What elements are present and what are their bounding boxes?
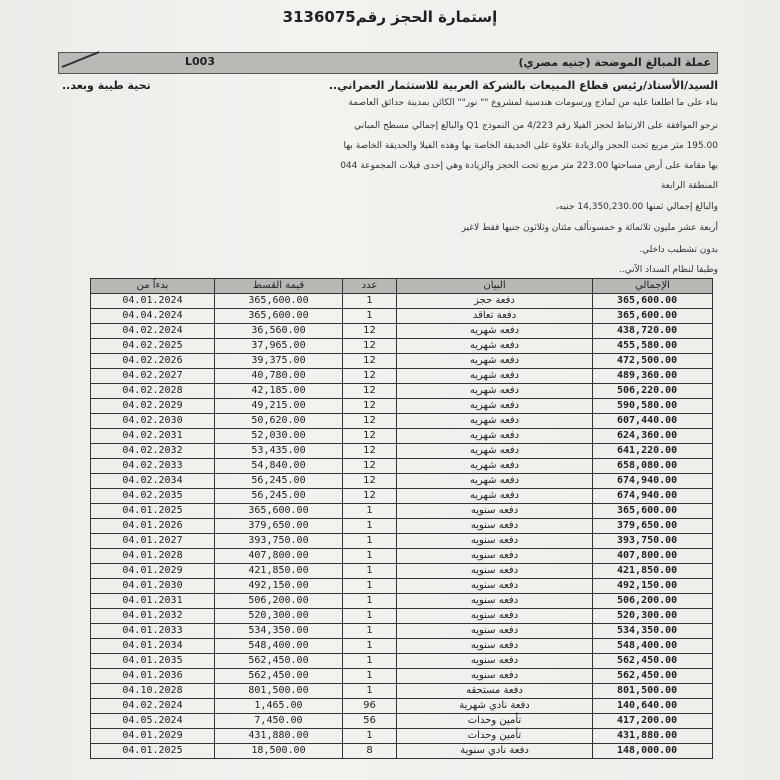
installment-amount-cell: 562,450.00 — [215, 654, 343, 669]
body-line-6: والبالغ إجمالي ثمنها 14,350,230.00 جنيه، — [555, 202, 718, 212]
count-cell: 1 — [343, 624, 397, 639]
installment-amount-cell: 506,200.00 — [215, 594, 343, 609]
start-date-cell: 04.02.2030 — [91, 414, 215, 429]
description-cell: دفعه شهريه — [397, 354, 593, 369]
count-cell: 12 — [343, 429, 397, 444]
body-line-1: بناء على ما اطلعنا عليه من لماذج ورسومات هندسية لمشروع "" نور"" الكائن بمدينة حدائق العاصمة — [348, 98, 718, 108]
count-cell: 12 — [343, 384, 397, 399]
table-row — [91, 579, 713, 594]
description-cell: دفعة نادي سنوية — [397, 744, 593, 759]
table-row — [91, 549, 713, 564]
installment-amount-cell: 431,880.00 — [215, 729, 343, 744]
start-date-cell: 04.01.2034 — [91, 639, 215, 654]
total-cell: 365,600.00 — [593, 504, 713, 519]
count-cell: 1 — [343, 639, 397, 654]
count-cell: 8 — [343, 744, 397, 759]
count-cell: 12 — [343, 459, 397, 474]
total-cell: 590,580.00 — [593, 399, 713, 414]
total-cell: 492,150.00 — [593, 579, 713, 594]
count-cell: 12 — [343, 339, 397, 354]
count-cell: 12 — [343, 474, 397, 489]
table-body — [91, 294, 713, 759]
start-date-cell: 04.02.2024 — [91, 699, 215, 714]
description-cell: دفعه شهريه — [397, 369, 593, 384]
table-row — [91, 504, 713, 519]
table-row — [91, 309, 713, 324]
start-date-cell: 04.02.2031 — [91, 429, 215, 444]
table-row — [91, 429, 713, 444]
start-date-cell: 04.02.2024 — [91, 324, 215, 339]
table-row — [91, 624, 713, 639]
description-cell: دفعة نادي شهرية — [397, 699, 593, 714]
count-cell: 1 — [343, 594, 397, 609]
start-date-cell: 04.01.2036 — [91, 669, 215, 684]
start-date-cell: 04.02.2028 — [91, 384, 215, 399]
total-cell: 674,940.00 — [593, 489, 713, 504]
table-row — [91, 384, 713, 399]
body-line-8: بدون تشطيب داخلي. — [639, 245, 718, 255]
start-date-cell: 04.02.2033 — [91, 459, 215, 474]
description-cell: دفعة حجز — [397, 294, 593, 309]
count-cell: 12 — [343, 369, 397, 384]
installment-amount-cell: 407,800.00 — [215, 549, 343, 564]
table-row — [91, 354, 713, 369]
currency-banner — [58, 52, 718, 74]
total-cell: 801,500.00 — [593, 684, 713, 699]
header-start: بدءاً من — [91, 279, 215, 294]
page-title: إستمارة الحجز رقم3136075 — [282, 8, 498, 26]
description-cell: دفعه شهريه — [397, 489, 593, 504]
installment-amount-cell: 379,650.00 — [215, 519, 343, 534]
description-cell: دفعه سنويه — [397, 669, 593, 684]
description-cell: تأمين وحدات — [397, 714, 593, 729]
total-cell: 379,650.00 — [593, 519, 713, 534]
table-row — [91, 324, 713, 339]
total-cell: 641,220.00 — [593, 444, 713, 459]
count-cell: 1 — [343, 309, 397, 324]
total-cell: 674,940.00 — [593, 474, 713, 489]
installment-amount-cell: 52,030.00 — [215, 429, 343, 444]
greeting-text: تحية طيبة وبعد.. — [62, 79, 151, 92]
table-row — [91, 564, 713, 579]
installment-amount-cell: 49,215.00 — [215, 399, 343, 414]
installment-amount-cell: 36,560.00 — [215, 324, 343, 339]
total-cell: 506,200.00 — [593, 594, 713, 609]
installment-amount-cell: 421,850.00 — [215, 564, 343, 579]
table-row — [91, 444, 713, 459]
count-cell: 1 — [343, 504, 397, 519]
start-date-cell: 04.01.2026 — [91, 519, 215, 534]
description-cell: دفعه شهريه — [397, 474, 593, 489]
description-cell: دفعه سنويه — [397, 609, 593, 624]
installment-amount-cell: 801,500.00 — [215, 684, 343, 699]
unit-code: L003 — [185, 55, 215, 68]
total-cell: 417,200.00 — [593, 714, 713, 729]
start-date-cell: 04.02.2026 — [91, 354, 215, 369]
installment-amount-cell: 54,840.00 — [215, 459, 343, 474]
header-total: الإجمالي — [593, 279, 713, 294]
addressee-line — [62, 79, 718, 92]
header-amount: قيمة القسط — [215, 279, 343, 294]
description-cell: دفعه شهريه — [397, 444, 593, 459]
count-cell: 12 — [343, 399, 397, 414]
table-row — [91, 414, 713, 429]
total-cell: 455,580.00 — [593, 339, 713, 354]
table-row — [91, 669, 713, 684]
installment-amount-cell: 365,600.00 — [215, 294, 343, 309]
start-date-cell: 04.01.2025 — [91, 744, 215, 759]
count-cell: 12 — [343, 444, 397, 459]
count-cell: 1 — [343, 294, 397, 309]
table-row — [91, 729, 713, 744]
total-cell: 140,640.00 — [593, 699, 713, 714]
table-row — [91, 294, 713, 309]
start-date-cell: 04.01.2025 — [91, 504, 215, 519]
total-cell: 438,720.00 — [593, 324, 713, 339]
table-row — [91, 639, 713, 654]
description-cell: دفعة مستحقه — [397, 684, 593, 699]
installment-amount-cell: 56,245.00 — [215, 474, 343, 489]
table-row — [91, 339, 713, 354]
description-cell: دفعه سنويه — [397, 549, 593, 564]
description-cell: دفعه شهريه — [397, 459, 593, 474]
start-date-cell: 04.01.2031 — [91, 594, 215, 609]
total-cell: 421,850.00 — [593, 564, 713, 579]
description-cell: دفعه سنويه — [397, 594, 593, 609]
installment-amount-cell: 365,600.00 — [215, 309, 343, 324]
count-cell: 12 — [343, 324, 397, 339]
total-cell: 472,500.00 — [593, 354, 713, 369]
start-date-cell: 04.01.2030 — [91, 579, 215, 594]
description-cell: دفعه شهريه — [397, 324, 593, 339]
table-row — [91, 684, 713, 699]
description-cell: دفعه سنويه — [397, 639, 593, 654]
start-date-cell: 04.01.2033 — [91, 624, 215, 639]
body-line-3: 195.00 متر مربع تحت الحجز والزيادة علاوة على الحديقة الخاصة بها وهذه الفيلا والحديقة الخاصة بها — [343, 141, 718, 151]
total-cell: 562,450.00 — [593, 669, 713, 684]
body-line-4: بها مقامة على أرض مساحتها 223.00 متر مربع تحت الحجز والزيادة وهي إحدى فيلات المجموعة 044 — [340, 161, 718, 171]
count-cell: 96 — [343, 699, 397, 714]
table-row — [91, 489, 713, 504]
installment-amount-cell: 40,780.00 — [215, 369, 343, 384]
count-cell: 56 — [343, 714, 397, 729]
total-cell: 365,600.00 — [593, 294, 713, 309]
count-cell: 12 — [343, 354, 397, 369]
count-cell: 1 — [343, 684, 397, 699]
body-line-7: أربعة عشر مليون ثلاثمائة و خمسونألف مئتان وثلاثون جنيها فقط لاغير — [461, 223, 718, 233]
start-date-cell: 04.02.2032 — [91, 444, 215, 459]
addressee-text: السيد/الأستاذ/رئيس قطاع المبيعات بالشركة العربية للاستثمار العمراني.. — [328, 79, 718, 92]
installment-amount-cell: 7,450.00 — [215, 714, 343, 729]
table-row — [91, 369, 713, 384]
total-cell: 562,450.00 — [593, 654, 713, 669]
table-row — [91, 519, 713, 534]
total-cell: 607,440.00 — [593, 414, 713, 429]
total-cell: 624,360.00 — [593, 429, 713, 444]
total-cell: 407,800.00 — [593, 549, 713, 564]
count-cell: 1 — [343, 579, 397, 594]
installment-amount-cell: 37,965.00 — [215, 339, 343, 354]
description-cell: دفعه سنويه — [397, 624, 593, 639]
start-date-cell: 04.04.2024 — [91, 309, 215, 324]
table-row — [91, 399, 713, 414]
count-cell: 1 — [343, 729, 397, 744]
start-date-cell: 04.02.2025 — [91, 339, 215, 354]
total-cell: 489,360.00 — [593, 369, 713, 384]
count-cell: 1 — [343, 654, 397, 669]
currency-note: عملة المبالغ الموضحة (جنيه مصري) — [518, 56, 711, 69]
description-cell: دفعه شهريه — [397, 339, 593, 354]
description-cell: دفعه سنويه — [397, 534, 593, 549]
start-date-cell: 04.01.2029 — [91, 564, 215, 579]
start-date-cell: 04.02.2027 — [91, 369, 215, 384]
table-row — [91, 474, 713, 489]
installment-amount-cell: 39,375.00 — [215, 354, 343, 369]
installment-amount-cell: 534,350.00 — [215, 624, 343, 639]
table-row — [91, 609, 713, 624]
installment-amount-cell: 562,450.00 — [215, 669, 343, 684]
count-cell: 1 — [343, 609, 397, 624]
start-date-cell: 04.01.2032 — [91, 609, 215, 624]
start-date-cell: 04.01.2029 — [91, 729, 215, 744]
installment-amount-cell: 393,750.00 — [215, 534, 343, 549]
count-cell: 1 — [343, 549, 397, 564]
installment-amount-cell: 18,500.00 — [215, 744, 343, 759]
installment-amount-cell: 1,465.00 — [215, 699, 343, 714]
table-row — [91, 654, 713, 669]
start-date-cell: 04.05.2024 — [91, 714, 215, 729]
description-cell: دفعه شهريه — [397, 384, 593, 399]
total-cell: 658,080.00 — [593, 459, 713, 474]
total-cell: 431,880.00 — [593, 729, 713, 744]
description-cell: دفعه سنويه — [397, 654, 593, 669]
total-cell: 365,600.00 — [593, 309, 713, 324]
table-row — [91, 714, 713, 729]
body-line-9: وطبقا لنظام السداد الآتي.. — [618, 265, 718, 275]
table-row — [91, 594, 713, 609]
installment-amount-cell: 42,185.00 — [215, 384, 343, 399]
installment-amount-cell: 492,150.00 — [215, 579, 343, 594]
total-cell: 393,750.00 — [593, 534, 713, 549]
start-date-cell: 04.02.2029 — [91, 399, 215, 414]
header-desc: البيان — [397, 279, 593, 294]
count-cell: 12 — [343, 414, 397, 429]
description-cell: تأمين وحدات — [397, 729, 593, 744]
total-cell: 548,400.00 — [593, 639, 713, 654]
count-cell: 1 — [343, 519, 397, 534]
count-cell: 1 — [343, 564, 397, 579]
description-cell: دفعة تعاقد — [397, 309, 593, 324]
description-cell: دفعه شهريه — [397, 414, 593, 429]
table-row — [91, 534, 713, 549]
installment-amount-cell: 548,400.00 — [215, 639, 343, 654]
description-cell: دفعه سنويه — [397, 564, 593, 579]
start-date-cell: 04.10.2028 — [91, 684, 215, 699]
description-cell: دفعه سنويه — [397, 519, 593, 534]
payment-schedule-table — [90, 278, 713, 759]
table-row — [91, 699, 713, 714]
body-line-5: المنطقة الرابعة — [660, 181, 718, 191]
start-date-cell: 04.01.2035 — [91, 654, 215, 669]
total-cell: 506,220.00 — [593, 384, 713, 399]
total-cell: 148,000.00 — [593, 744, 713, 759]
description-cell: دفعه سنويه — [397, 579, 593, 594]
table-row — [91, 459, 713, 474]
start-date-cell: 04.01.2024 — [91, 294, 215, 309]
installment-amount-cell: 365,600.00 — [215, 504, 343, 519]
total-cell: 534,350.00 — [593, 624, 713, 639]
start-date-cell: 04.01.2028 — [91, 549, 215, 564]
table-header-row — [91, 279, 713, 294]
start-date-cell: 04.01.2027 — [91, 534, 215, 549]
start-date-cell: 04.02.2034 — [91, 474, 215, 489]
start-date-cell: 04.02.2035 — [91, 489, 215, 504]
installment-amount-cell: 56,245.00 — [215, 489, 343, 504]
body-line-2: نرجو الموافقة على الارتباط لحجز الفيلا رقم 4/223 من النموذج Q1 والبالغ إجمالي مسطح المباني — [354, 121, 718, 131]
table-row — [91, 744, 713, 759]
header-count: عدد — [343, 279, 397, 294]
installment-amount-cell: 520,300.00 — [215, 609, 343, 624]
count-cell: 12 — [343, 489, 397, 504]
description-cell: دفعه شهريه — [397, 429, 593, 444]
total-cell: 520,300.00 — [593, 609, 713, 624]
count-cell: 1 — [343, 534, 397, 549]
installment-amount-cell: 53,435.00 — [215, 444, 343, 459]
description-cell: دفعه شهريه — [397, 399, 593, 414]
count-cell: 1 — [343, 669, 397, 684]
installment-amount-cell: 50,620.00 — [215, 414, 343, 429]
description-cell: دفعه سنويه — [397, 504, 593, 519]
